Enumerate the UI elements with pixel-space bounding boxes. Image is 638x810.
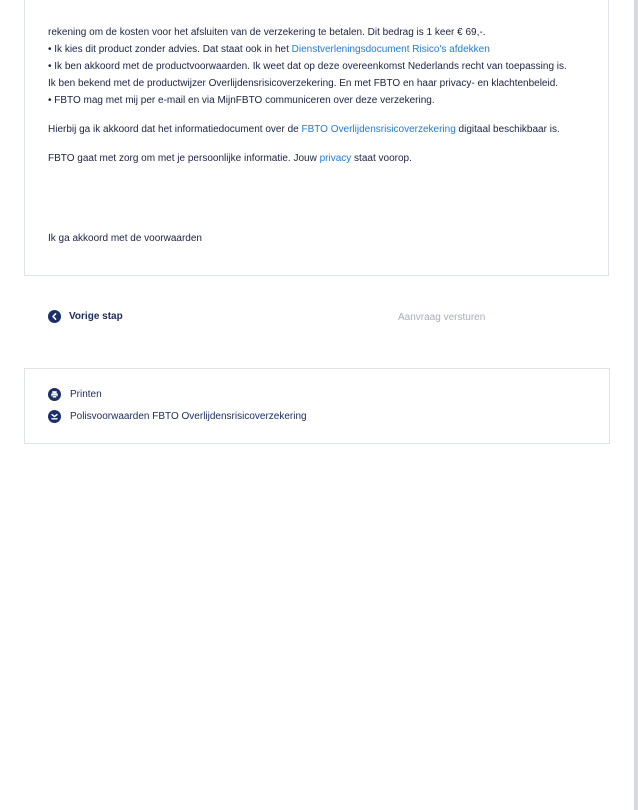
submit-application-button[interactable]: Aanvraag versturen bbox=[398, 312, 486, 323]
service-document-link[interactable]: Dienstverleningsdocument Risico's afdekken bbox=[291, 44, 490, 55]
previous-step-label: Vorige stap bbox=[69, 311, 123, 322]
chevron-down-icon bbox=[48, 410, 61, 423]
terms-bullet-communication: • FBTO mag met mij per e-mail en via MijnFBTO communiceren over deze verzekering. bbox=[48, 95, 435, 106]
documents-card bbox=[24, 368, 610, 444]
terms-info-document: Hierbij ga ik akkoord dat het informatiedocument over de FBTO Overlijdensrisicoverzekering digitaal beschikbaar is. bbox=[48, 124, 560, 135]
print-label: Printen bbox=[70, 389, 102, 400]
privacy-link[interactable]: privacy bbox=[319, 153, 352, 164]
terms-bullet-conditions: • Ik ben akkoord met de productvoorwaarden. Ik weet dat op deze overeenkomst Nederlands recht van toepassing is. Ik ben bekend met de productwijzer Overlijdensrisicoverzekering. En met FBTO en haar privacy- en klachtenbeleid. bbox=[48, 61, 567, 89]
terms-text bbox=[48, 24, 568, 167]
terms-line-costs: rekening om de kosten voor het afsluiten van de verzekering te betalen. Dit bedrag is 1 keer € 69,-. bbox=[48, 27, 486, 38]
policy-conditions-link[interactable] bbox=[48, 410, 307, 423]
policy-conditions-label: Polisvoorwaarden FBTO Overlijdensrisicoverzekering bbox=[70, 411, 307, 422]
step-navigation bbox=[48, 310, 608, 328]
chevron-left-icon bbox=[48, 310, 61, 323]
terms-bullet-advice: • Ik kies dit product zonder advies. Dat staat ook in het Dienstverleningsdocument Risico's afdekken bbox=[48, 44, 490, 55]
scrollbar-edge bbox=[634, 0, 638, 810]
agree-terms-label[interactable]: Ik ga akkoord met de voorwaarden bbox=[48, 233, 202, 244]
previous-step-button[interactable] bbox=[48, 310, 123, 323]
print-link[interactable] bbox=[48, 388, 102, 401]
print-icon bbox=[48, 388, 61, 401]
terms-privacy: FBTO gaat met zorg om met je persoonlijke informatie. Jouw privacy staat voorop. bbox=[48, 153, 412, 164]
insurance-info-link[interactable]: FBTO Overlijdensrisicoverzekering bbox=[301, 124, 456, 135]
